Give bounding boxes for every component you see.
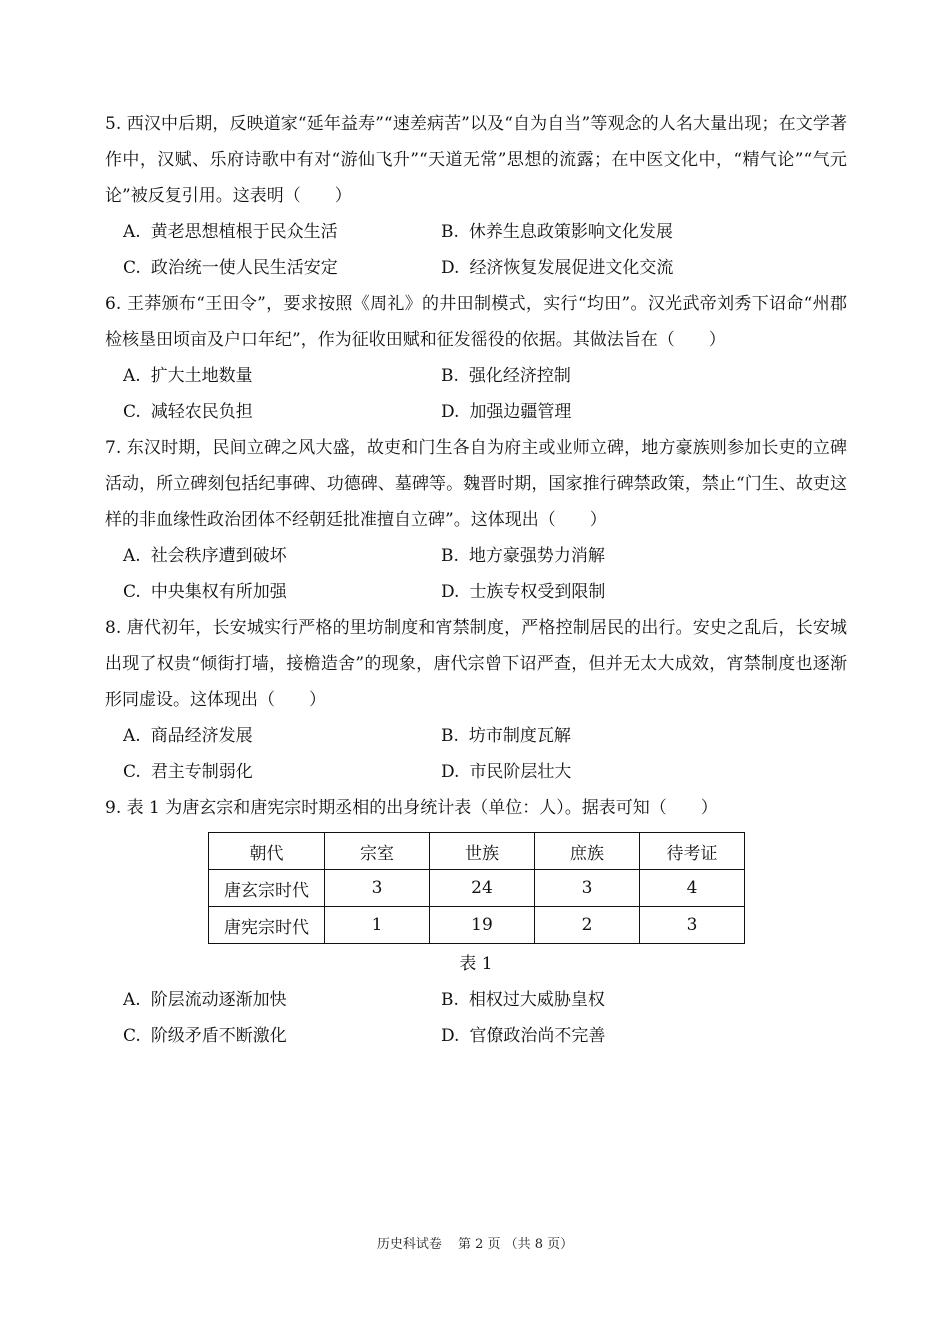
option-b[interactable]: B. 强化经济控制 bbox=[441, 366, 571, 386]
option-a[interactable]: A. 扩大土地数量 bbox=[123, 366, 253, 386]
table-row bbox=[209, 870, 745, 907]
table-header-cell: 待考证 bbox=[640, 833, 745, 870]
question-7-options bbox=[105, 538, 847, 610]
option-a[interactable]: A. 黄老思想植根于民众生活 bbox=[123, 222, 338, 242]
footer-page-number: 第 2 页 （共 8 页） bbox=[457, 1237, 574, 1252]
table-caption: 表 1 bbox=[459, 954, 493, 974]
table-cell: 1 bbox=[325, 907, 430, 944]
option-c[interactable]: C. 君主专制弱化 bbox=[123, 762, 253, 782]
option-a[interactable]: A. 社会秩序遭到破坏 bbox=[123, 546, 287, 566]
option-c[interactable]: C. 阶级矛盾不断激化 bbox=[123, 1026, 287, 1046]
table-row bbox=[209, 907, 745, 944]
table-cell: 24 bbox=[430, 870, 535, 907]
option-b[interactable]: B. 休养生息政策影响文化发展 bbox=[441, 222, 673, 242]
option-c[interactable]: C. 政治统一使人民生活安定 bbox=[123, 258, 338, 278]
table-header-row bbox=[209, 833, 745, 870]
option-a[interactable]: A. 阶层流动逐渐加快 bbox=[123, 990, 287, 1010]
question-5-options bbox=[105, 214, 847, 286]
option-a[interactable]: A. 商品经济发展 bbox=[123, 726, 253, 746]
table-cell: 3 bbox=[325, 870, 430, 907]
table-cell: 2 bbox=[535, 907, 640, 944]
question-8: 8. 唐代初年，长安城实行严格的里坊制度和宵禁制度，严格控制居民的出行。安史之乱后，长安城出现了权贵“倾街打墙，接檐造舍”的现象，唐代宗曾下诏严查，但并无太大成效，宵禁制度也逐渐形同虚设。这体现出（ ） bbox=[105, 618, 847, 710]
option-c[interactable]: C. 中央集权有所加强 bbox=[123, 582, 287, 602]
question-8-options bbox=[105, 718, 847, 790]
table-cell: 19 bbox=[430, 907, 535, 944]
table-header-cell: 朝代 bbox=[209, 833, 325, 870]
table-cell: 4 bbox=[640, 870, 745, 907]
option-d[interactable]: D. 士族专权受到限制 bbox=[441, 582, 606, 602]
question-6: 6. 王莽颁布“王田令”，要求按照《周礼》的井田制模式，实行“均田”。汉光武帝刘秀下诏命“州郡检核垦田顷亩及户口年纪”，作为征收田赋和征发徭役的依据。其做法旨在（ ） bbox=[105, 294, 847, 350]
table-cell: 3 bbox=[640, 907, 745, 944]
option-b[interactable]: B. 相权过大威胁皇权 bbox=[441, 990, 605, 1010]
question-7: 7. 东汉时期，民间立碑之风大盛，故吏和门生各自为府主或业师立碑，地方豪族则参加长吏的立碑活动，所立碑刻包括纪事碑、功德碑、墓碑等。魏晋时期，国家推行碑禁政策，禁止“门生、故吏这样的非血缘性政治团体不经朝廷批准擅自立碑”。这体现出（ ） bbox=[105, 438, 847, 530]
question-9-options bbox=[105, 982, 847, 1054]
question-5: 5. 西汉中后期，反映道家“延年益寿”“速差病苦”以及“自为自当”等观念的人名大量出现；在文学著作中，汉赋、乐府诗歌中有对“游仙飞升”“天道无常”思想的流露；在中医文化中，“精气论”“气元论”被反复引用。这表明（ ） bbox=[105, 114, 847, 206]
data-table bbox=[208, 832, 745, 944]
table-header-cell: 世族 bbox=[430, 833, 535, 870]
table-cell: 唐宪宗时代 bbox=[209, 907, 325, 944]
page-footer bbox=[0, 1233, 950, 1252]
question-9: 9. 表 1 为唐玄宗和唐宪宗时期丞相的出身统计表（单位：人）。据表可知（ ） bbox=[105, 798, 718, 818]
table-header-cell: 庶族 bbox=[535, 833, 640, 870]
option-d[interactable]: D. 加强边疆管理 bbox=[441, 402, 572, 422]
option-d[interactable]: D. 市民阶层壮大 bbox=[441, 762, 572, 782]
option-c[interactable]: C. 减轻农民负担 bbox=[123, 402, 253, 422]
option-b[interactable]: B. 坊市制度瓦解 bbox=[441, 726, 571, 746]
question-6-options bbox=[105, 358, 847, 430]
footer-subject: 历史科试卷 bbox=[376, 1237, 442, 1252]
table-header-cell: 宗室 bbox=[325, 833, 430, 870]
option-d[interactable]: D. 官僚政治尚不完善 bbox=[441, 1026, 606, 1046]
exam-page bbox=[105, 106, 847, 1054]
option-d[interactable]: D. 经济恢复发展促进文化交流 bbox=[441, 258, 674, 278]
table-cell: 3 bbox=[535, 870, 640, 907]
table-cell: 唐玄宗时代 bbox=[209, 870, 325, 907]
option-b[interactable]: B. 地方豪强势力消解 bbox=[441, 546, 605, 566]
